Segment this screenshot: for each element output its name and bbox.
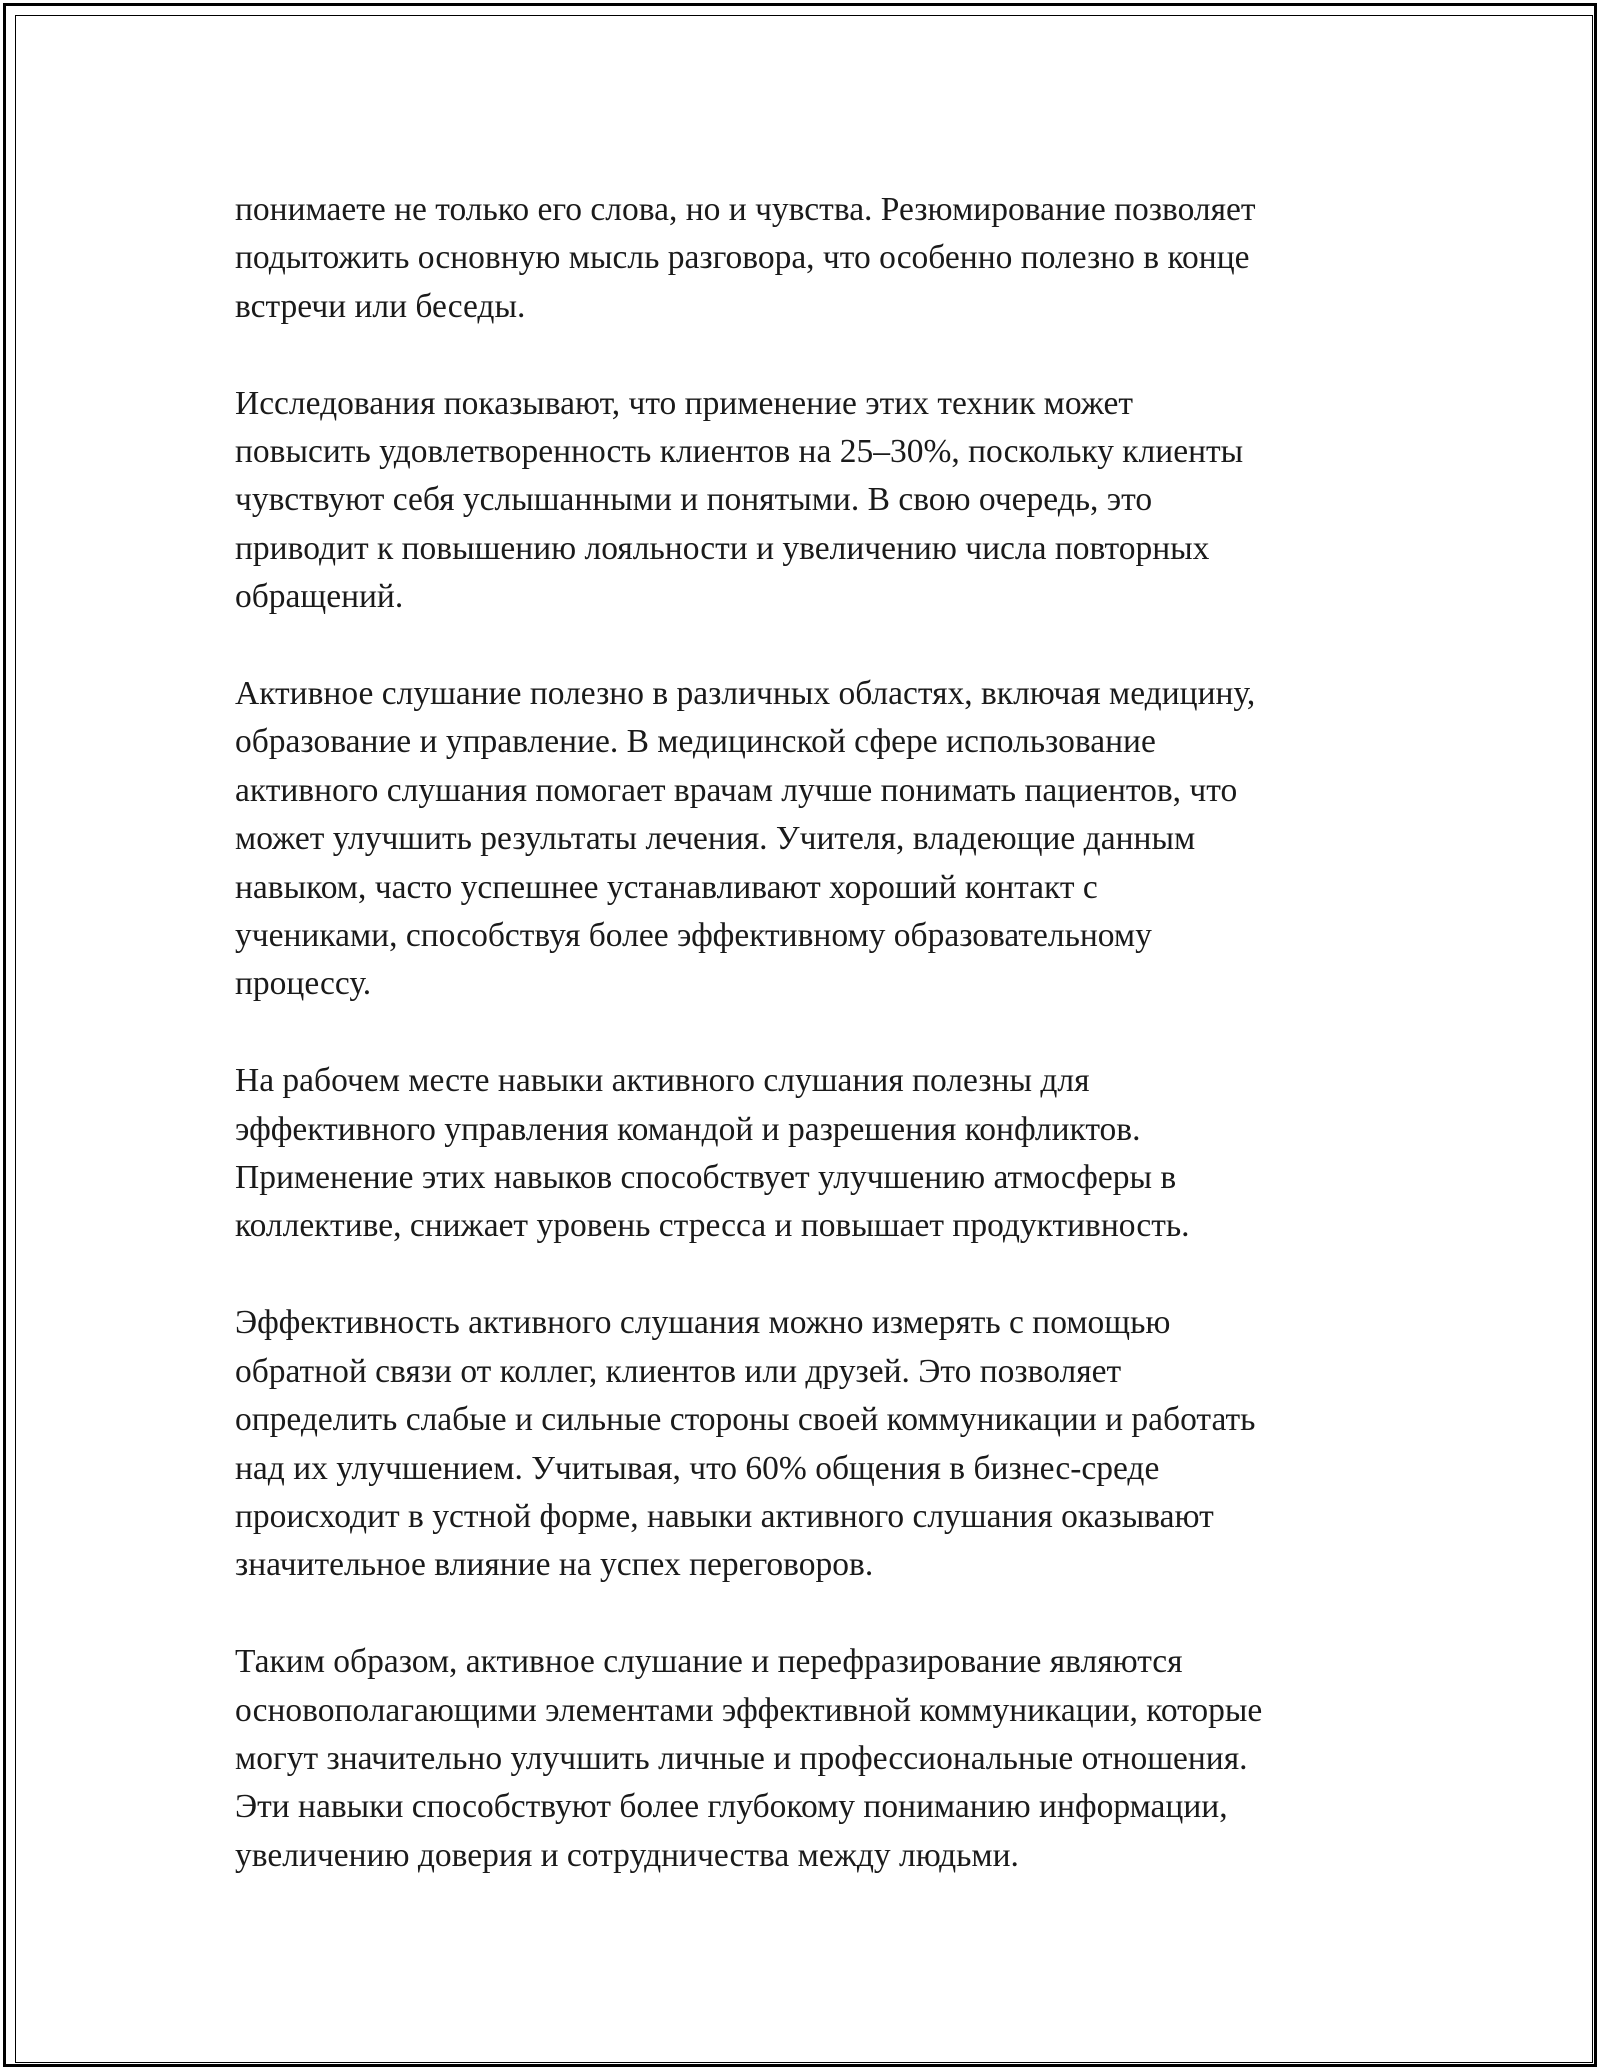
paragraph-summarizing (235, 186, 1395, 331)
text-line: Эти навыки способствуют более глубокому пониманию информации, (235, 1788, 1228, 1826)
text-line: Активное слушание полезно в различных областях, включая медицину, (235, 675, 1256, 713)
text-line: может улучшить результаты лечения. Учителя, владеющие данным (235, 820, 1196, 858)
text-line: основополагающими элементами эффективной коммуникации, которые (235, 1691, 1263, 1729)
text-line: Эффективность активного слушания можно измерять с помощью (235, 1304, 1171, 1342)
document-body (235, 186, 1395, 1880)
text-line: приводит к повышению лояльности и увеличению числа повторных (235, 529, 1210, 567)
paragraph-workplace (235, 1057, 1395, 1251)
paragraph-effectiveness (235, 1299, 1395, 1589)
text-line: обратной связи от коллег, клиентов или друзей. Это позволяет (235, 1352, 1122, 1390)
text-line: Исследования показывают, что применение этих техник может (235, 384, 1133, 422)
paragraph-research (235, 380, 1395, 622)
text-line: активного слушания помогает врачам лучше понимать пациентов, что (235, 771, 1238, 809)
text-line: подытожить основную мысль разговора, что особенно полезно в конце (235, 239, 1250, 277)
text-line: увеличению доверия и сотрудничества между людьми. (235, 1836, 1019, 1874)
text-line: могут значительно улучшить личные и профессиональные отношения. (235, 1739, 1248, 1777)
text-line: Таким образом, активное слушание и перефразирование являются (235, 1643, 1183, 1681)
text-line: понимаете не только его слова, но и чувства. Резюмирование позволяет (235, 191, 1256, 228)
text-line: образование и управление. В медицинской сфере использование (235, 723, 1156, 761)
text-line: над их улучшением. Учитывая, что 60% общения в бизнес-среде (235, 1449, 1160, 1487)
text-line: встречи или беседы. (235, 287, 526, 325)
text-line: повысить удовлетворенность клиентов на 25–30%, поскольку клиенты (235, 433, 1244, 471)
paragraph-conclusion (235, 1638, 1395, 1880)
text-line: эффективного управления командой и разрешения конфликтов. (235, 1110, 1141, 1148)
paragraph-applications (235, 670, 1395, 1009)
text-line: происходит в устной форме, навыки активного слушания оказывают (235, 1497, 1214, 1535)
text-line: На рабочем месте навыки активного слушания полезны для (235, 1062, 1090, 1100)
text-line: процессу. (235, 965, 372, 1003)
text-line: коллективе, снижает уровень стресса и повышает продуктивность. (235, 1207, 1190, 1245)
text-line: чувствуют себя услышанными и понятыми. В свою очередь, это (235, 481, 1153, 519)
text-line: обращений. (235, 578, 404, 616)
text-line: определить слабые и сильные стороны своей коммуникации и работать (235, 1401, 1256, 1439)
text-line: учениками, способствуя более эффективному образовательному (235, 917, 1152, 955)
text-line: навыком, часто успешнее устанавливают хороший контакт с (235, 868, 1098, 906)
text-line: значительное влияние на успех переговоров. (235, 1546, 874, 1584)
text-line: Применение этих навыков способствует улучшению атмосферы в (235, 1159, 1177, 1197)
